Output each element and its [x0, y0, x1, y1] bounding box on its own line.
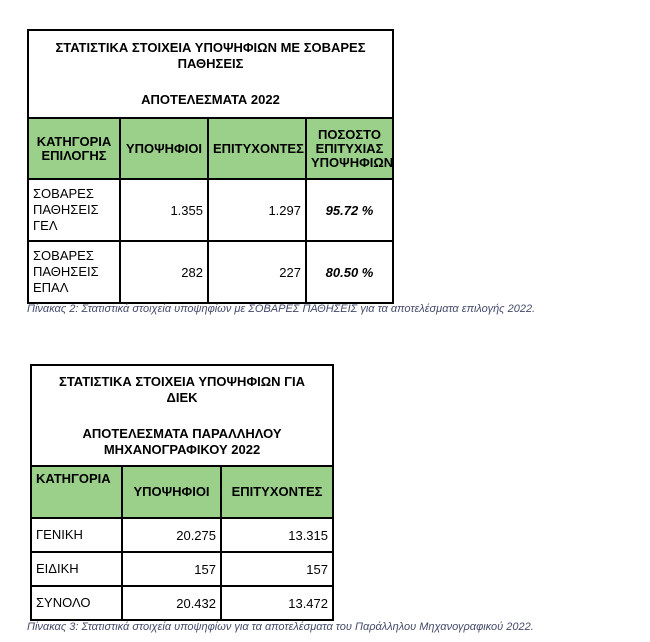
table1-row-label: ΣΟΒΑΡΕΣ ΠΑΘΗΣΕΙΣ ΓΕΛ — [28, 179, 120, 241]
table2-subtitle-line2: ΜΗΧΑΝΟΓΡΑΦΙΚΟΥ 2022 — [103, 441, 261, 457]
table2-header-candidates: ΥΠΟΨΗΦΙΟΙ — [122, 466, 221, 518]
table1-subtitle: ΑΠΟΤΕΛΕΣΜΑΤΑ 2022 — [141, 92, 280, 107]
table2-row-label: ΕΙΔΙΚΗ — [31, 552, 122, 586]
diek-stats-table — [30, 364, 334, 621]
table1-candidates-value: 282 — [120, 241, 208, 303]
table2-successful-value: 13.315 — [221, 518, 333, 552]
table2-title-cell — [31, 365, 333, 466]
table2-subtitle-line1: ΑΠΟΤΕΛΕΣΜΑΤΑ ΠΑΡΑΛΛΗΛΟΥ — [82, 425, 282, 441]
table2-successful-value: 157 — [221, 552, 333, 586]
table2-row-label: ΓΕΝΙΚΗ — [31, 518, 122, 552]
table-row — [28, 179, 393, 241]
table1-header-successful: ΕΠΙΤΥΧΟΝΤΕΣ — [208, 118, 306, 179]
table1-header-candidates: ΥΠΟΨΗΦΙΟΙ — [120, 118, 208, 179]
table1-title-line1: ΣΤΑΤΙΣΤΙΚΑ ΣΤΟΙΧΕΙΑ ΥΠΟΨΗΦΙΩΝ ΜΕ ΣΟΒΑΡΕΣ — [55, 40, 366, 55]
table2-caption: Πίνακας 3: Στατιστικά στοιχεία υποψηφίων για τα αποτελέσματα του Παράλληλου Μηχανογραφικού 2022. — [27, 621, 534, 633]
table2-candidates-value: 157 — [122, 552, 221, 586]
serious-conditions-stats-table — [27, 29, 394, 304]
table1-row-label: ΣΟΒΑΡΕΣ ΠΑΘΗΣΕΙΣ ΕΠΑΛ — [28, 241, 120, 303]
table2-successful-value: 13.472 — [221, 586, 333, 620]
table1-caption: Πίνακας 2: Στατιστικά στοιχεία υποψηφίων με ΣΟΒΑΡΕΣ ΠΑΘΗΣΕΙΣ για τα αποτελέσματα επιλογής 2022. — [27, 303, 536, 315]
table1-rate-value: 95.72 % — [306, 179, 393, 241]
table1-successful-value: 227 — [208, 241, 306, 303]
table-row — [31, 586, 333, 620]
table2-candidates-value: 20.432 — [122, 586, 221, 620]
table-row — [31, 518, 333, 552]
table1-successful-value: 1.297 — [208, 179, 306, 241]
table2-row-label: ΣΥΝΟΛΟ — [31, 586, 122, 620]
table1-rate-value: 80.50 % — [306, 241, 393, 303]
table1-title-cell — [28, 30, 393, 118]
table-row — [31, 552, 333, 586]
table2-header-successful: ΕΠΙΤΥΧΟΝΤΕΣ — [221, 466, 333, 518]
table2-title-line1: ΣΤΑΤΙΣΤΙΚΑ ΣΤΟΙΧΕΙΑ ΥΠΟΨΗΦΙΩΝ ΓΙΑ — [59, 373, 305, 389]
table2-candidates-value: 20.275 — [122, 518, 221, 552]
table-row — [28, 241, 393, 303]
table2-header-category: ΚΑΤΗΓΟΡΙΑ — [31, 466, 122, 518]
table2-title-line2: ΔΙΕΚ — [166, 389, 198, 405]
table1-header-success-rate: ΠΟΣΟΣΤΟ ΕΠΙΤΥΧΙΑΣ ΥΠΟΨΗΦΙΩΝ — [306, 118, 393, 179]
table1-title-line2: ΠΑΘΗΣΕΙΣ — [177, 56, 244, 71]
table1-header-category: ΚΑΤΗΓΟΡΙΑ ΕΠΙΛΟΓΗΣ — [28, 118, 120, 179]
table1-candidates-value: 1.355 — [120, 179, 208, 241]
